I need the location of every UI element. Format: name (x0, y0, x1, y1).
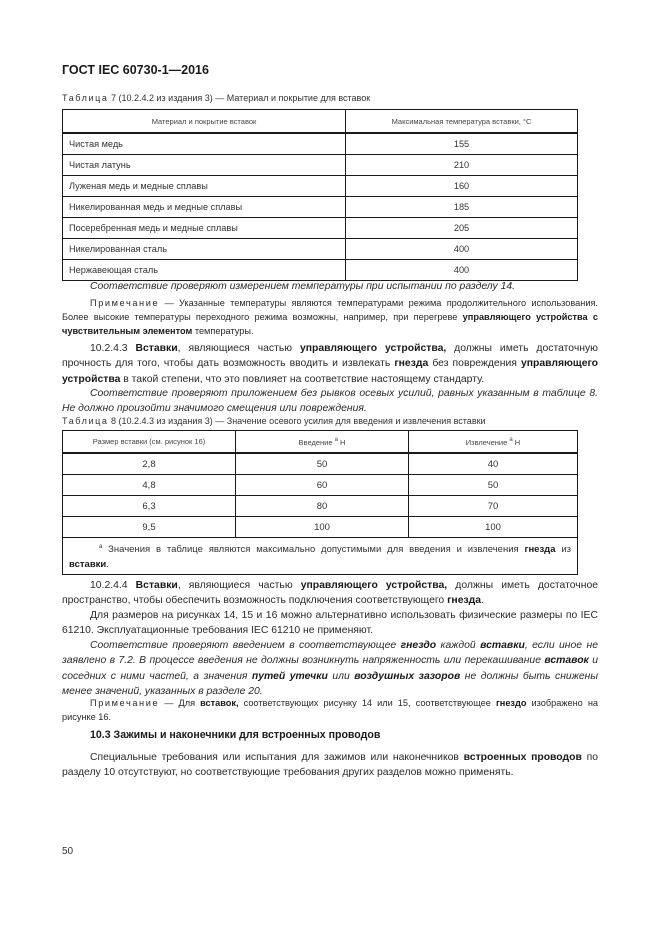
clause-text: должны иметь достаточную прочность для того, чтобы дать возможность вводить и извлекать (62, 343, 598, 370)
table8-col-size (63, 431, 236, 454)
clause-10-2-4-3 (62, 341, 598, 387)
clause-text: в такой степени, что это повлияет на соответствие настоящему стандарту. (120, 373, 485, 385)
compliance-text: или (327, 670, 355, 682)
compliance-text: и соседних с ними частей, а значения (62, 655, 598, 682)
insertion-cell: 50 (236, 453, 409, 475)
table-row (63, 453, 578, 475)
bold-term: гнездо (495, 698, 527, 708)
material-cell: Луженая медь и медные сплавы (63, 176, 346, 197)
material-cell: Чистая медь (63, 133, 346, 155)
page-number: 50 (62, 846, 74, 857)
section-heading-10-3: 10.3 Зажимы и наконечники для встроенных проводов (90, 729, 381, 741)
insertion-cell: 60 (236, 475, 409, 496)
footnote-text: из (555, 544, 571, 555)
table7 (62, 109, 578, 281)
col-unit: Н (337, 437, 346, 447)
size-cell: 9,5 (63, 517, 236, 538)
bold-term: воздушных зазоров (354, 670, 461, 682)
size-cell: 6,3 (63, 496, 236, 517)
note-text: соответствующих рисунку 14 или 15, соответствующее (238, 698, 496, 708)
size-cell: 4,8 (63, 475, 236, 496)
table8-header-row (63, 431, 578, 454)
bold-term: гнездо (400, 640, 437, 651)
col-unit: Н (512, 437, 521, 447)
bold-term: путей утечки (251, 670, 328, 682)
compliance-text-2: Соответствие проверяют приложением без рывков осевых усилий, равных указанным в таблице 8. Не должно произойти значимого смещения или повреждения. (62, 388, 598, 415)
temp-cell: 400 (346, 260, 578, 281)
table-row (63, 475, 578, 496)
table7-caption-label: Таблица (62, 93, 109, 103)
bold-term: управляющего устройства, (300, 580, 448, 591)
insertion-cell: 80 (236, 496, 409, 517)
table-row (63, 260, 578, 281)
section-text: по разделу 10 отсутствуют, но соответствующие требования других разделов можно применять. (62, 752, 599, 779)
compliance-text: , если иное не заявлено в 7.2. В процессе введения не должны возникнуть напряженность или перекашивание (62, 640, 598, 667)
table-row (63, 239, 578, 260)
table8-col-insertion (236, 431, 409, 454)
clause-text: должны иметь достаточное пространство, чтобы обеспечить возможность подключения соответствующего (62, 580, 598, 607)
note-label: Примечание (90, 698, 160, 708)
note-text: — Для (159, 698, 201, 708)
withdrawal-cell: 100 (409, 517, 578, 538)
note-2 (62, 696, 598, 724)
table-row (63, 133, 578, 155)
insertion-cell: 100 (236, 517, 409, 538)
table7-header-row (63, 110, 578, 134)
withdrawal-cell: 40 (409, 453, 578, 475)
footnote-text: . (106, 559, 109, 570)
temp-cell: 400 (346, 239, 578, 260)
compliance-text: не должны быть снижены менее значений, указанных в разделе 20. (62, 670, 598, 698)
footnote-marker: а (334, 436, 338, 443)
table8-col-withdrawal (409, 431, 578, 454)
bold-term: гнезда (447, 595, 482, 607)
note-label: Примечание (90, 298, 160, 308)
compliance-text: каждой (436, 640, 481, 651)
clause-10-2-4-4-para-2: Для размеров на рисунках 14, 15 и 16 можно альтернативно использовать физические размеры по IEC 61210. Эксплуатационные требования IEC 61210 не применяют. (62, 610, 598, 637)
col-label: Размер вставки (см. рисунок 16) (92, 437, 206, 446)
clause-number: 10.2.4.4 (90, 580, 136, 591)
bold-term: гнезда (524, 544, 556, 555)
material-cell: Нержавеющая сталь (63, 260, 346, 281)
table7-col-material: Материал и покрытие вставок (63, 110, 346, 134)
document-header: ГОСТ IEC 60730-1—2016 (62, 63, 209, 77)
table-row (63, 155, 578, 176)
clause-text: , являющиеся частью (177, 343, 300, 354)
compliance-text-3 (62, 638, 598, 700)
table7-caption (62, 93, 370, 103)
clause-text: без повреждения (428, 358, 521, 370)
section-10-3-text (62, 750, 598, 781)
bold-term: управляющего устройства, (300, 343, 447, 354)
temp-cell: 205 (346, 218, 578, 239)
size-cell: 2,8 (63, 453, 236, 475)
table8-caption-label: Таблица (62, 416, 109, 426)
table8-footnote-row (63, 538, 578, 575)
temp-cell: 155 (346, 133, 578, 155)
material-cell: Никелированная сталь (63, 239, 346, 260)
note-text: — Указанные температуры являются температурами режима продолжительного использования. Более высокие температуры переходного режима возможны, например, при перегреве (62, 298, 598, 322)
footnote-text: Значения в таблице являются максимально допустимыми для введения и извлечения (102, 544, 525, 555)
temp-cell: 210 (346, 155, 578, 176)
temp-cell: 185 (346, 197, 578, 218)
note-text: температуры. (192, 326, 254, 336)
col-label: Извлечение (465, 437, 510, 447)
table-row (63, 496, 578, 517)
bold-term: управляющего устройства (62, 358, 599, 385)
table7-caption-text: 7 (10.2.4.2 из издания 3) — Материал и покрытие для вставок (108, 93, 371, 103)
note-bold-term: управляющего устройства с чувствительным элементом (62, 312, 598, 336)
table8-caption (62, 416, 486, 426)
clause-text: . (481, 595, 484, 607)
table-row (63, 517, 578, 538)
table-row (63, 218, 578, 239)
footnote-marker: а (509, 436, 513, 443)
withdrawal-cell: 50 (409, 475, 578, 496)
compliance-text: Соответствие проверяют введением в соответствующее (90, 640, 401, 651)
bold-term: вставки (69, 559, 107, 570)
material-cell: Чистая латунь (63, 155, 346, 176)
bold-term: вставки (480, 640, 525, 651)
temp-cell: 160 (346, 176, 578, 197)
material-cell: Посеребренная медь и медные сплавы (63, 218, 346, 239)
material-cell: Никелированная медь и медные сплавы (63, 197, 346, 218)
withdrawal-cell: 70 (409, 496, 578, 517)
compliance-text-1: Соответствие проверяют измерением температуры при испытании по разделу 14. (90, 281, 516, 292)
table8-caption-text: 8 (10.2.4.3 из издания 3) — Значение осевого усилия для введения и извлечения вставки (108, 416, 486, 426)
table7-col-max-temp: Максимальная температура вставки, °С (346, 110, 578, 134)
table-row (63, 176, 578, 197)
bold-term: гнезда (394, 358, 429, 370)
bold-term: встроенных проводов (463, 752, 582, 763)
table8 (62, 430, 578, 575)
clause-10-2-4-4 (62, 578, 598, 609)
table-row (63, 197, 578, 218)
section-text: Специальные требования или испытания для зажимов или наконечников (90, 752, 464, 763)
clause-text: , являющиеся частью (177, 580, 301, 591)
note-1 (62, 296, 598, 338)
bold-term: Вставки (135, 580, 178, 591)
bold-term: вставок, (200, 698, 239, 708)
footnote-marker: а (99, 544, 103, 550)
col-label: Введение (298, 437, 335, 447)
clause-number: 10.2.4.3 (90, 343, 136, 354)
note-text: изображено на рисунке 16. (62, 698, 599, 722)
bold-term: Вставки (135, 343, 178, 354)
bold-term: вставок (544, 655, 589, 667)
table8-footnote (63, 538, 578, 575)
